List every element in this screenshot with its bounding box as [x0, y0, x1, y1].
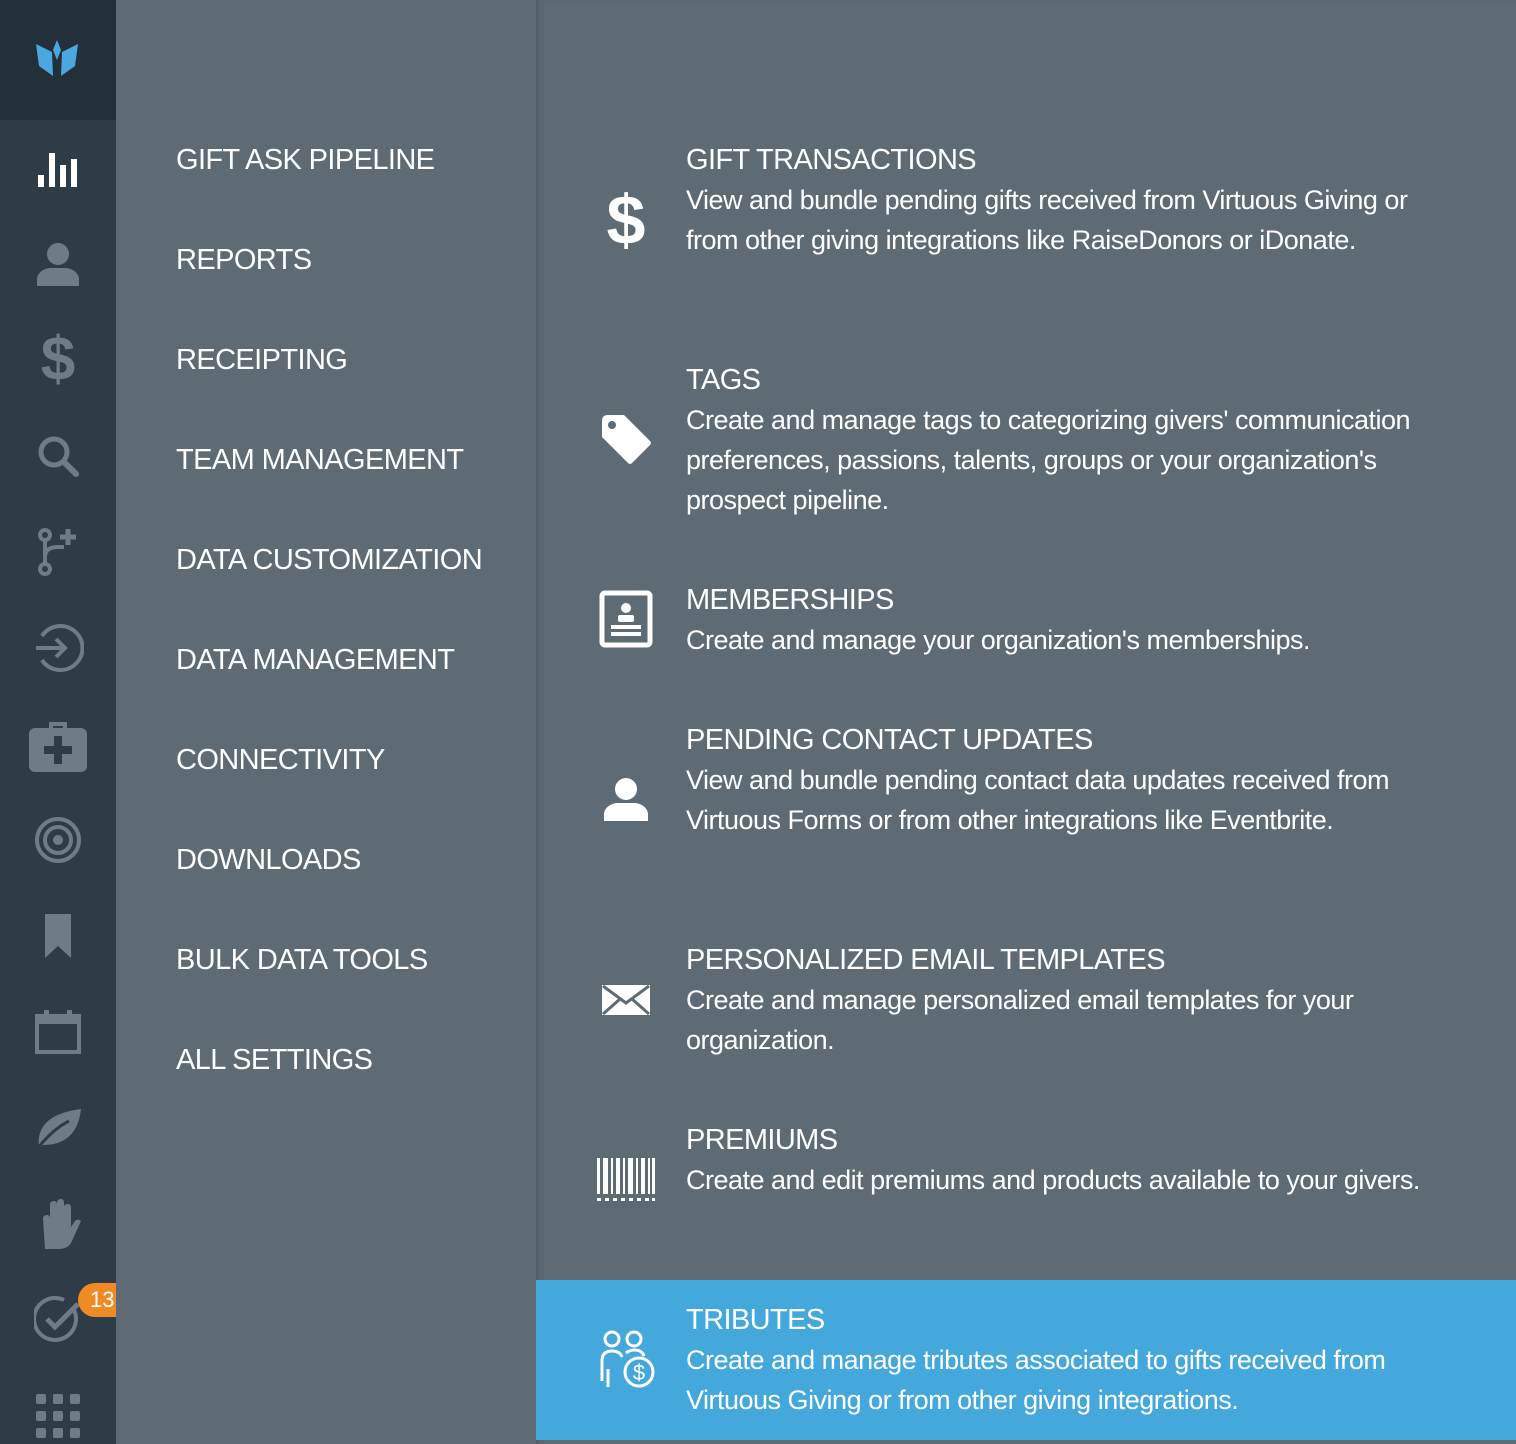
item-icon-container [594, 407, 658, 471]
svg-text:$: $ [606, 188, 646, 252]
category-data-management[interactable]: DATA MANAGEMENT [176, 644, 455, 676]
membership-card-icon [599, 590, 653, 648]
item-description: Create and manage tags to categorizing givers' communication preferences, passions, talents, groups or your organization's prospect pipeline. [686, 405, 1411, 515]
tribute-people-dollar-icon [596, 1329, 656, 1389]
category-receipting[interactable]: RECEIPTING [176, 344, 348, 376]
category-all-settings[interactable]: ALL SETTINGS [176, 1044, 373, 1076]
rail-apps-button[interactable] [0, 1368, 116, 1444]
settings-items-panel [536, 0, 1516, 1444]
person-icon [604, 777, 648, 821]
item-icon-container [594, 767, 658, 831]
search-icon [37, 435, 79, 477]
contacts-icon [37, 242, 79, 286]
category-gift-ask-pipeline[interactable]: GIFT ASK PIPELINE [176, 144, 435, 176]
rail-calendar-button[interactable] [0, 984, 116, 1080]
item-description: View and bundle pending contact data updates received from Virtuous Forms or from other integrations like Eventbrite. [686, 765, 1390, 835]
barcode-icon [597, 1158, 655, 1202]
dashboard-icon [38, 149, 78, 187]
svg-text:$: $ [40, 332, 76, 388]
item-title: PENDING CONTACT UPDATES [686, 724, 1093, 756]
item-icon-container [594, 968, 658, 1032]
settings-categories [116, 0, 536, 1444]
category-connectivity[interactable]: CONNECTIVITY [176, 744, 385, 776]
item-description: Create and manage personalized email templates for your organization. [686, 985, 1354, 1055]
rail-target-button[interactable] [0, 792, 116, 888]
settings-item-tags[interactable] [536, 350, 1516, 540]
item-icon-container [594, 1148, 658, 1212]
workflow-icon [38, 527, 78, 577]
rail-search-button[interactable] [0, 408, 116, 504]
leaf-icon [33, 1105, 83, 1151]
dollar-icon [602, 188, 650, 252]
item-title: PERSONALIZED EMAIL TEMPLATES [686, 944, 1166, 976]
tasks-icon [34, 1296, 82, 1344]
item-title: PREMIUMS [686, 1124, 838, 1156]
settings-item-tributes[interactable] [536, 1280, 1516, 1440]
target-icon [34, 816, 82, 864]
settings-item-premiums[interactable] [536, 1110, 1516, 1260]
rail-import-button[interactable] [0, 600, 116, 696]
settings-item-pending-contact-updates[interactable] [536, 710, 1516, 900]
icon-rail [0, 0, 116, 1444]
item-icon-container [594, 1327, 658, 1391]
giving-icon [38, 332, 78, 388]
volunteer-hand-icon [35, 1199, 81, 1249]
rail-bookmark-button[interactable] [0, 888, 116, 984]
medical-kit-icon [29, 716, 87, 772]
settings-item-gift-transactions[interactable] [536, 130, 1516, 320]
item-title: TAGS [686, 364, 761, 396]
item-description: Create and manage your organization's memberships. [686, 625, 1311, 655]
item-description: View and bundle pending gifts received from Virtuous Giving or from other giving integrations like RaiseDonors or iDonate. [686, 185, 1408, 255]
item-title: MEMBERSHIPS [686, 584, 894, 616]
item-description: Create and manage tributes associated to gifts received from Virtuous Giving or from other giving integrations. [686, 1345, 1386, 1415]
rail-leaf-button[interactable] [0, 1080, 116, 1176]
category-team-management[interactable]: TEAM MANAGEMENT [176, 444, 464, 476]
item-icon-container [594, 188, 658, 252]
category-downloads[interactable]: DOWNLOADS [176, 844, 361, 876]
calendar-icon [35, 1010, 81, 1054]
item-title: GIFT TRANSACTIONS [686, 144, 977, 176]
rail-volunteer-button[interactable] [0, 1176, 116, 1272]
tag-icon [600, 413, 652, 465]
bookmark-icon [45, 914, 71, 958]
settings-item-personalized-email-templates[interactable] [536, 930, 1516, 1080]
rail-giving-button[interactable] [0, 312, 116, 408]
rail-contacts-button[interactable] [0, 216, 116, 312]
category-data-customization[interactable]: DATA CUSTOMIZATION [176, 544, 483, 576]
item-description: Create and edit premiums and products available to your givers. [686, 1165, 1420, 1195]
settings-item-memberships[interactable] [536, 570, 1516, 680]
item-icon-container [594, 587, 658, 651]
item-title: TRIBUTES [686, 1304, 825, 1336]
category-bulk-data-tools[interactable]: BULK DATA TOOLS [176, 944, 428, 976]
envelope-icon [602, 985, 650, 1015]
rail-dashboard-button[interactable] [0, 120, 116, 216]
rail-medical-button[interactable] [0, 696, 116, 792]
rail-workflow-button[interactable] [0, 504, 116, 600]
app-logo[interactable] [0, 0, 116, 120]
import-icon [32, 622, 84, 674]
category-reports[interactable]: REPORTS [176, 244, 312, 276]
tasks-count-badge: 13 [78, 1283, 120, 1317]
svg-text:$: $ [632, 1360, 646, 1385]
logo-icon [36, 40, 78, 78]
apps-grid-icon [36, 1394, 80, 1438]
